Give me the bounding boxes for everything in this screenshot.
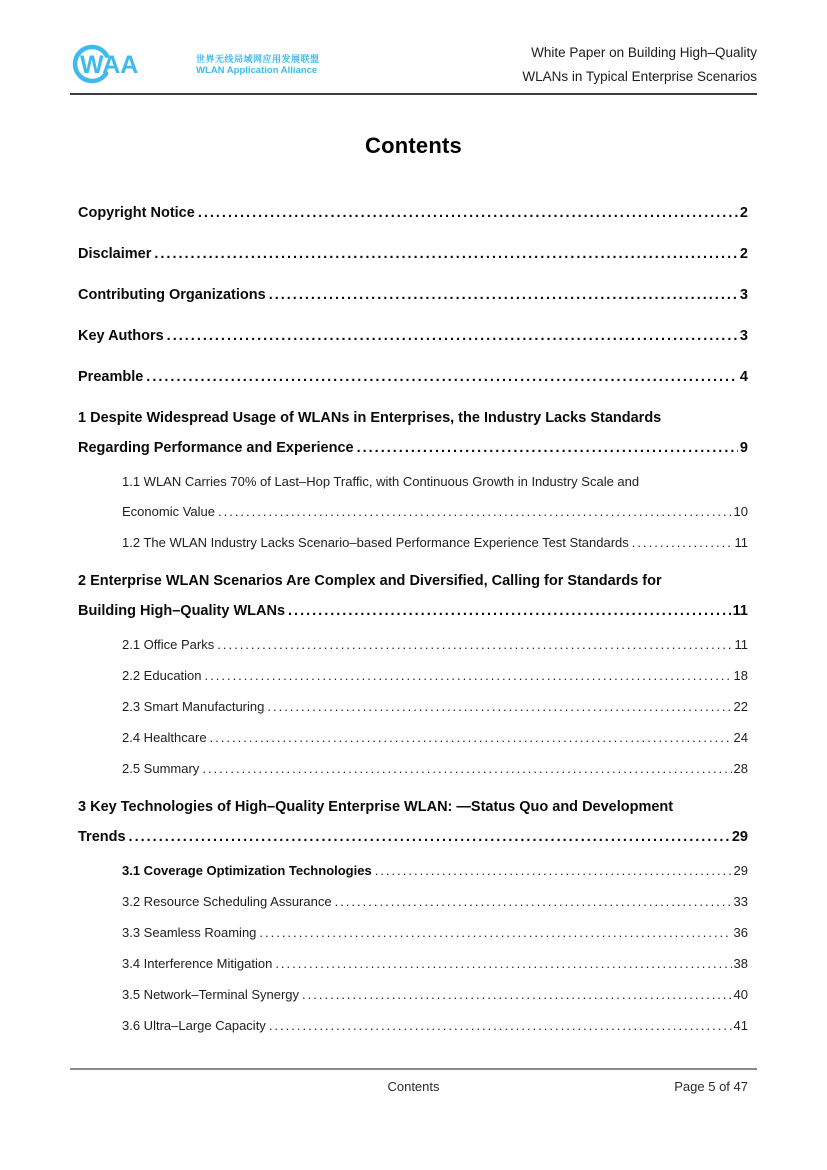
toc-entry-text: Disclaimer xyxy=(78,246,152,262)
footer-divider xyxy=(70,1068,757,1070)
toc-entry[interactable] xyxy=(70,403,757,463)
dot-leader xyxy=(198,198,738,228)
dot-leader xyxy=(632,528,733,558)
waa-logo-english-name: WLAN Application Alliance xyxy=(196,64,318,76)
running-head-line2: WLANs in Typical Enterprise Scenarios xyxy=(522,69,757,84)
toc-entry[interactable] xyxy=(70,980,757,1010)
toc-entry[interactable] xyxy=(70,467,757,527)
dot-leader xyxy=(375,856,732,886)
toc-entry[interactable] xyxy=(70,528,757,558)
toc-page-number: 33 xyxy=(733,894,748,909)
dot-leader xyxy=(302,980,732,1010)
dot-leader xyxy=(269,1011,732,1041)
toc-page-number: 18 xyxy=(733,668,748,683)
dot-leader xyxy=(167,321,738,351)
toc-entry-text: 1 Despite Widespread Usage of WLANs in Enterprises, the Industry Lacks Standards xyxy=(78,410,662,426)
page-header xyxy=(70,0,757,89)
dot-leader xyxy=(267,692,731,722)
dot-leader xyxy=(154,239,738,269)
toc-entry[interactable] xyxy=(70,1011,757,1041)
toc-entry-text: Key Authors xyxy=(78,328,164,344)
toc-entry[interactable] xyxy=(70,692,757,722)
running-head xyxy=(522,40,757,89)
waa-logo-icon xyxy=(70,40,190,86)
toc-page-number: 9 xyxy=(739,440,748,456)
toc-page-number: 11 xyxy=(734,637,748,652)
toc-page-number: 24 xyxy=(733,730,748,745)
toc-entry[interactable] xyxy=(70,918,757,948)
toc-entry-text: Economic Value xyxy=(122,504,215,519)
toc-entry[interactable] xyxy=(70,754,757,784)
toc-page-number: 41 xyxy=(733,1018,748,1033)
toc-entry-text: 1.1 WLAN Carries 70% of Last–Hop Traffic, with Continuous Growth in Industry Scale and xyxy=(122,474,640,489)
toc-page-number: 2 xyxy=(739,246,748,262)
dot-leader xyxy=(357,433,738,463)
running-head-line1: White Paper on Building High–Quality xyxy=(531,45,757,60)
toc-entry-text: Regarding Performance and Experience xyxy=(78,440,354,456)
toc-entry[interactable] xyxy=(70,661,757,691)
toc-page-number: 28 xyxy=(733,761,748,776)
toc-entry[interactable] xyxy=(70,887,757,917)
dot-leader xyxy=(129,822,730,852)
dot-leader xyxy=(217,630,732,660)
toc-page-number: 29 xyxy=(733,863,748,878)
toc-entry-text: 3.2 Resource Scheduling Assurance xyxy=(122,894,332,909)
toc-entry-text: 3 Key Technologies of High–Quality Enterprise WLAN: —Status Quo and Development xyxy=(78,799,674,815)
toc-entry-text: 2.1 Office Parks xyxy=(122,637,215,652)
toc-entry-text: 3.6 Ultra–Large Capacity xyxy=(122,1018,266,1033)
dot-leader xyxy=(202,754,731,784)
toc-page-number: 2 xyxy=(739,205,748,221)
toc-entry[interactable] xyxy=(70,792,757,852)
toc-entry-text: 2.5 Summary xyxy=(122,761,200,776)
toc-entry-text: 1.2 The WLAN Industry Lacks Scenario–based Performance Experience Test Standards xyxy=(122,535,629,550)
dot-leader xyxy=(259,918,731,948)
dot-leader xyxy=(288,596,731,626)
toc-entry-text: Building High–Quality WLANs xyxy=(78,603,286,619)
toc-entry[interactable] xyxy=(70,362,757,392)
toc-page-number: 4 xyxy=(739,369,748,385)
header-divider xyxy=(70,93,757,95)
toc-entry-text: 2 Enterprise WLAN Scenarios Are Complex and Diversified, Calling for Standards for xyxy=(78,573,662,589)
dot-leader xyxy=(146,362,738,392)
toc-entry[interactable] xyxy=(70,566,757,626)
toc-entry-text: 3.3 Seamless Roaming xyxy=(122,925,257,940)
page-title: Contents xyxy=(365,133,462,158)
toc-entry[interactable] xyxy=(70,630,757,660)
toc-page-number: 11 xyxy=(734,535,748,550)
toc-entry-text: Preamble xyxy=(78,369,144,385)
toc-page-number: 29 xyxy=(731,829,748,845)
toc-entry[interactable] xyxy=(70,723,757,753)
waa-logo-chinese-name: 世界无线局域网应用发展联盟 xyxy=(196,53,320,64)
toc-page-number: 3 xyxy=(739,287,748,303)
toc-entry-text: 2.4 Healthcare xyxy=(122,730,207,745)
toc-page-number: 22 xyxy=(733,699,748,714)
toc-entry[interactable] xyxy=(70,239,757,269)
dot-leader xyxy=(335,887,732,917)
toc-page-number: 38 xyxy=(733,956,748,971)
footer-section-label: Contents xyxy=(387,1079,440,1094)
toc-entry-text: 2.3 Smart Manufacturing xyxy=(122,699,265,714)
toc-page-number: 40 xyxy=(733,987,748,1002)
toc-entry[interactable] xyxy=(70,321,757,351)
toc-entry-text: 3.5 Network–Terminal Synergy xyxy=(122,987,300,1002)
page-footer xyxy=(70,1068,757,1095)
toc-entry-text: Copyright Notice xyxy=(78,205,195,221)
toc-entry-text: Contributing Organizations xyxy=(78,287,266,303)
dot-leader xyxy=(205,661,732,691)
toc-entry-text: 3.4 Interference Mitigation xyxy=(122,956,273,971)
toc-entry-text: Trends xyxy=(78,829,126,845)
toc-entry[interactable] xyxy=(70,280,757,310)
toc-entry[interactable] xyxy=(70,856,757,886)
toc-page-number: 36 xyxy=(733,925,748,940)
toc-entry-text: 3.1 Coverage Optimization Technologies xyxy=(122,863,372,878)
toc-entry[interactable] xyxy=(70,949,757,979)
dot-leader xyxy=(269,280,738,310)
footer-page-number: Page 5 of 47 xyxy=(674,1079,748,1094)
toc-entry-text: 2.2 Education xyxy=(122,668,202,683)
toc-list xyxy=(70,198,757,1041)
toc-page-number: 11 xyxy=(732,603,748,619)
waa-logo-text xyxy=(196,50,320,77)
dot-leader xyxy=(210,723,732,753)
toc-entry[interactable] xyxy=(70,198,757,228)
dot-leader xyxy=(275,949,731,979)
toc-page-number: 10 xyxy=(733,504,748,519)
toc-page-number: 3 xyxy=(739,328,748,344)
dot-leader xyxy=(218,497,732,527)
waa-logo xyxy=(70,40,320,86)
waa-logo-acronym: WAA xyxy=(80,51,139,79)
